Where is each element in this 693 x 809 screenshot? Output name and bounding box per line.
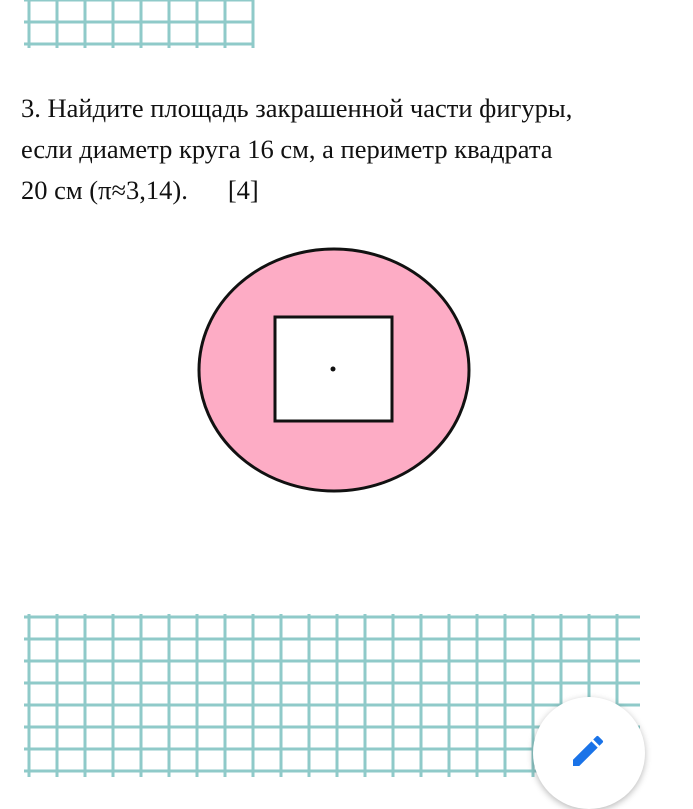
points-label: [4] [227,175,259,205]
problem-line-1: 3. Найдите площадь закрашенной части фигуры, [21,93,573,123]
problem-line-3: 20 см (π≈3,14). [21,175,188,205]
problem-line-2: если диаметр круга 16 см, а периметр квадрата [21,134,553,164]
edit-button[interactable] [533,697,645,809]
pencil-icon [568,731,608,771]
